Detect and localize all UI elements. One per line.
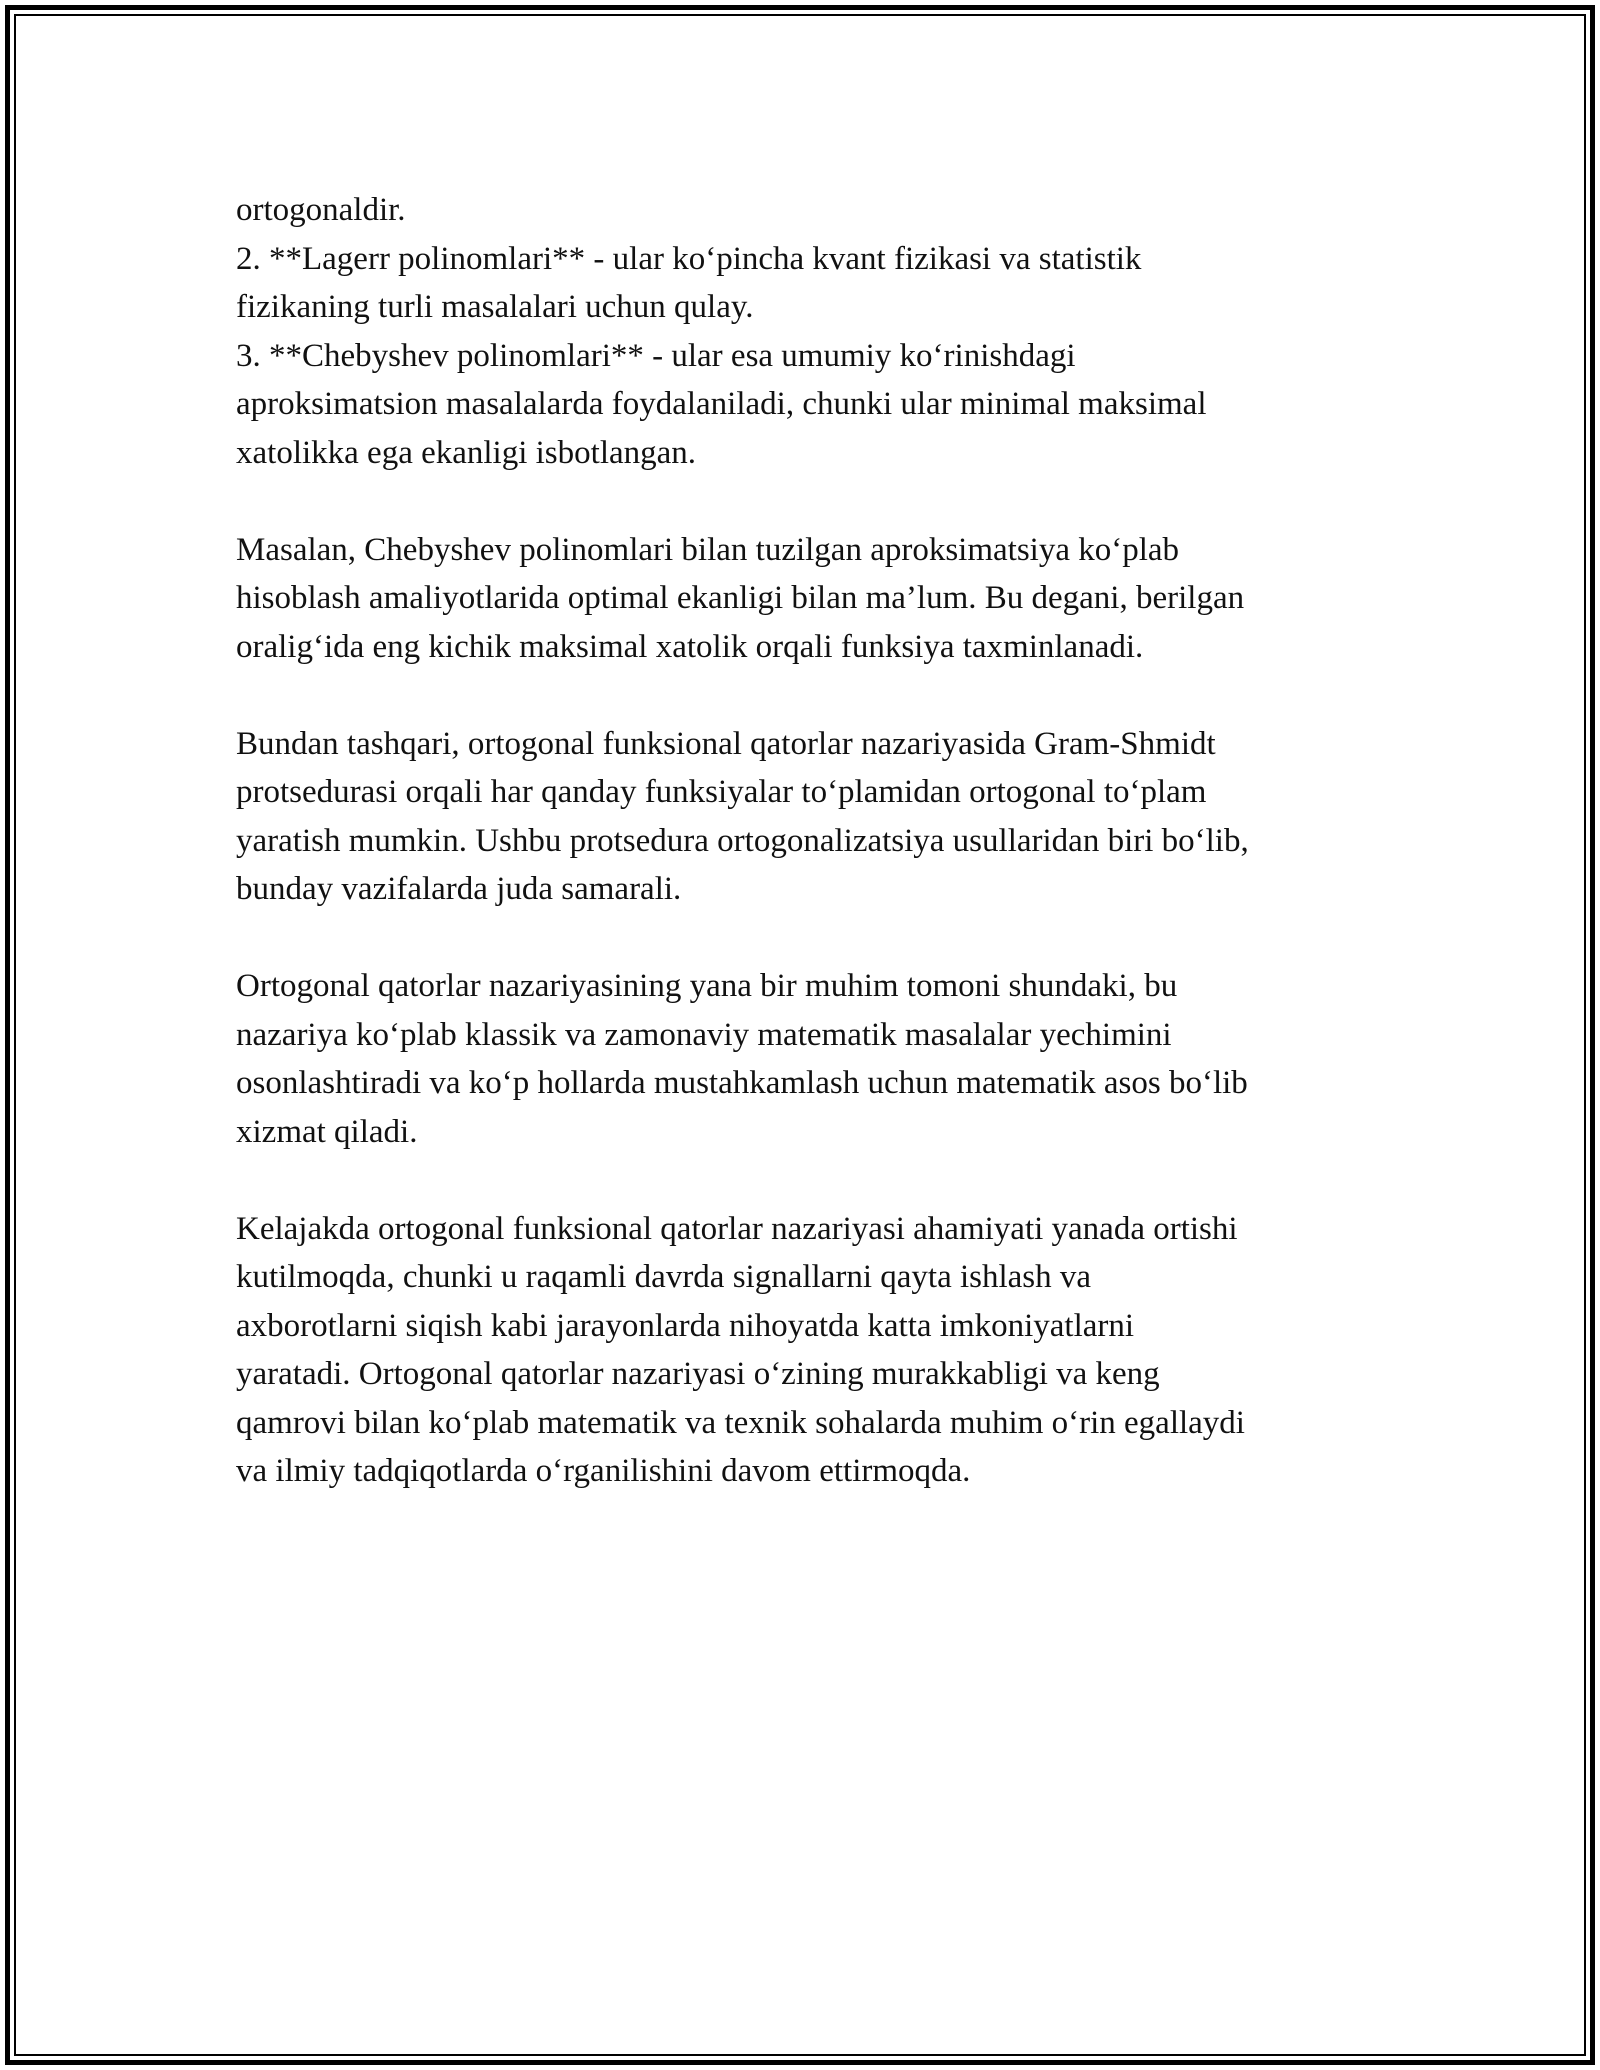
list-continuation: ortogonaldir. bbox=[236, 192, 406, 228]
paragraph-spacer bbox=[236, 477, 1386, 526]
paragraph-spacer bbox=[236, 671, 1386, 720]
text-line: yaratadi. Ortogonal qatorlar nazariyasi o‘zining murakkabligi va keng bbox=[236, 1356, 1160, 1392]
text-line: hisoblash amaliyotlarida optimal ekanligi bilan ma’lum. Bu degani, berilgan bbox=[236, 580, 1245, 616]
text-line: 3. **Chebyshev polinomlari** - ular esa umumiy ko‘rinishdagi bbox=[236, 337, 1076, 374]
text-line: Ortogonal qatorlar nazariyasining yana bir muhim tomoni shundaki, bu bbox=[236, 968, 1178, 1004]
text-line: axborotlarni siqish kabi jarayonlarda nihoyatda katta imkoniyatlarni bbox=[236, 1307, 1135, 1344]
text-line: xatolikka ega ekanligi isbotlangan. bbox=[236, 434, 697, 471]
text-line: osonlashtiradi va ko‘p hollarda mustahkamlash uchun matematik asos bo‘lib bbox=[236, 1065, 1248, 1101]
text-line: yaratish mumkin. Ushbu protsedura ortogonalizatsiya usullaridan biri bo‘lib, bbox=[236, 822, 1249, 859]
text-line: Bundan tashqari, ortogonal funksional qatorlar nazariyasida Gram-Shmidt bbox=[236, 725, 1216, 762]
text-line: 2. **Lagerr polinomlari** - ular ko‘pincha kvant fizikasi va statistik bbox=[236, 240, 1142, 277]
text-line: bunday vazifalarda juda samarali. bbox=[236, 871, 682, 907]
document-body bbox=[236, 186, 1386, 1496]
text-line: xizmat qiladi. bbox=[236, 1113, 418, 1150]
text-line: aproksimatsion masalalarda foydalaniladi, chunki ular minimal maksimal bbox=[236, 386, 1207, 422]
list-item-chebyshev bbox=[236, 332, 1386, 478]
paragraph-chebyshev-example bbox=[236, 526, 1386, 672]
text-line: Masalan, Chebyshev polinomlari bilan tuzilgan aproksimatsiya ko‘plab bbox=[236, 531, 1180, 568]
paragraph-spacer bbox=[236, 1156, 1386, 1205]
list-item-lagerr bbox=[236, 235, 1386, 332]
text-line: qamrovi bilan ko‘plab matematik va texnik sohalarda muhim o‘rin egallaydi bbox=[236, 1404, 1245, 1441]
text-line: kutilmoqda, chunki u raqamli davrda signallarni qayta ishlash va bbox=[236, 1259, 1092, 1295]
text-line: nazariya ko‘plab klassik va zamonaviy matematik masalalar yechimini bbox=[236, 1016, 1172, 1053]
paragraph-future bbox=[236, 1205, 1386, 1496]
text-line: Kelajakda ortogonal funksional qatorlar nazariyasi ahamiyati yanada ortishi bbox=[236, 1210, 1238, 1247]
text-line: fizikaning turli masalalari uchun qulay. bbox=[236, 289, 754, 325]
paragraph-importance bbox=[236, 962, 1386, 1156]
text-line: oralig‘ida eng kichik maksimal xatolik orqali funksiya taxminlanadi. bbox=[236, 628, 1144, 665]
paragraph-gram-schmidt bbox=[236, 720, 1386, 914]
paragraph-spacer bbox=[236, 914, 1386, 963]
text-line: protsedurasi orqali har qanday funksiyalar to‘plamidan ortogonal to‘plam bbox=[236, 774, 1207, 810]
text-line: va ilmiy tadqiqotlarda o‘rganilishini davom ettirmoqda. bbox=[236, 1453, 971, 1489]
